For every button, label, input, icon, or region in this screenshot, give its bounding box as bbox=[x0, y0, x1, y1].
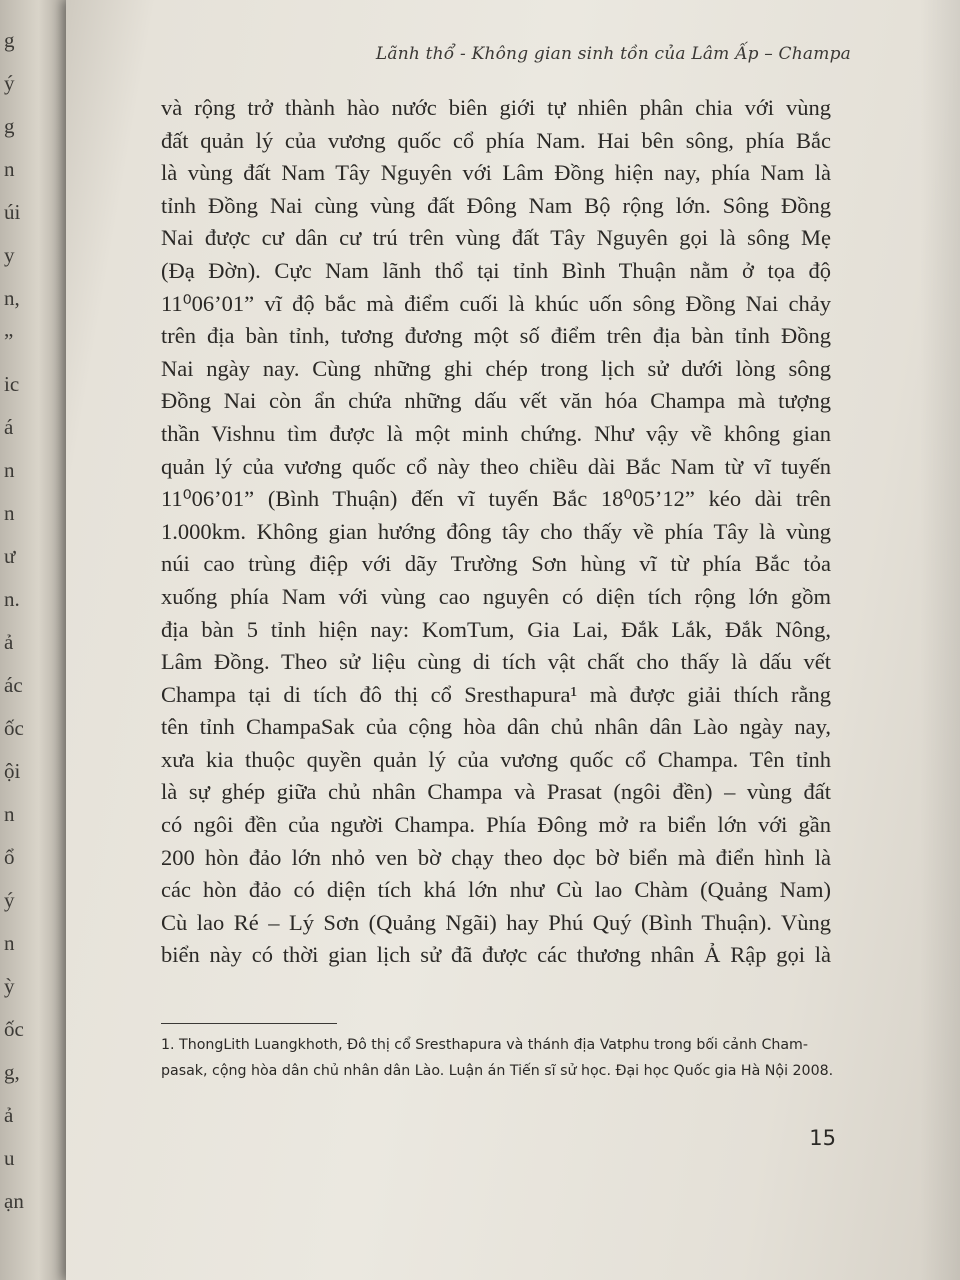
body-line: tỉnh Đồng Nai cùng vùng đất Đông Nam Bộ rộng lớn. Sông Đồng bbox=[161, 192, 831, 218]
left-page-text-fragment: n. bbox=[4, 587, 20, 611]
left-page-text-fragment: n bbox=[4, 157, 15, 181]
page-number: 15 bbox=[809, 1126, 836, 1150]
body-line: và rộng trở thành hào nước biên giới tự nhiên phân chia với vùng bbox=[161, 95, 831, 120]
body-line: quản lý của vương quốc cổ này theo chiều dài Bắc Nam từ vĩ tuyến bbox=[161, 453, 831, 479]
left-page-text-fragment: ốc bbox=[4, 716, 24, 740]
body-text bbox=[161, 92, 831, 972]
body-line: Champa tại di tích đô thị cổ Sresthapura¹ mà được giải thích rằng bbox=[161, 681, 831, 707]
body-line: 11⁰06’01” (Bình Thuận) đến vĩ tuyến Bắc 18⁰05’12” kéo dài trên bbox=[161, 486, 831, 512]
left-page-text-fragment: ội bbox=[4, 759, 21, 783]
body-line: các hòn đảo có diện tích khá lớn như Cù lao Chàm (Quảng Nam) bbox=[161, 877, 831, 903]
body-line: Nai được cư dân cư trú trên vùng đất Tây Nguyên gọi là sông Mẹ bbox=[161, 225, 831, 251]
body-line: Nai ngày nay. Cùng những ghi chép trong lịch sử dưới lòng sông bbox=[161, 355, 831, 381]
left-page-text-fragment: n bbox=[4, 931, 15, 955]
left-page-text-fragment: n bbox=[4, 802, 15, 826]
body-line: biển này có thời gian lịch sử đã được các thương nhân Ả Rập gọi là bbox=[161, 942, 831, 968]
body-line: tên tỉnh ChampaSak của cộng hòa dân chủ nhân dân Lào ngày nay, bbox=[161, 714, 831, 740]
left-page-text-fragment: n, bbox=[4, 286, 20, 310]
body-line: (Đạ Đờn). Cực Nam lãnh thổ tại tỉnh Bình Thuận nằm ở tọa độ bbox=[161, 257, 831, 283]
left-page-text-fragment: ả bbox=[4, 1103, 14, 1127]
left-page-text-fragment: ỳ bbox=[4, 974, 15, 998]
left-page-text-fragment: g, bbox=[4, 1060, 20, 1084]
left-page-text-fragment: ic bbox=[4, 372, 20, 396]
body-line: Cù lao Ré – Lý Sơn (Quảng Ngãi) hay Phú Quý (Bình Thuận). Vùng bbox=[161, 909, 831, 935]
left-page-text-fragment: ổ bbox=[4, 845, 15, 869]
body-line: có ngôi đền của người Champa. Phía Đông mở ra biển lớn với gần bbox=[161, 812, 831, 838]
left-page-text-fragment: g bbox=[4, 114, 15, 138]
left-page-text-fragment: ạn bbox=[4, 1189, 24, 1213]
body-line: đất quản lý của vương quốc cổ phía Nam. Hai bên sông, phía Bắc bbox=[161, 127, 831, 153]
left-page-text-fragment: n bbox=[4, 458, 15, 482]
left-page-text-fragment: g bbox=[4, 28, 15, 52]
body-line: 200 hòn đảo lớn nhỏ ven bờ chạy theo dọc bờ biển mà điển hình là bbox=[161, 844, 831, 870]
left-page-text-fragment: úi bbox=[4, 200, 21, 224]
left-page-text-fragment: ốc bbox=[4, 1017, 24, 1041]
body-line: địa bàn 5 tỉnh hiện nay: KomTum, Gia Lai, Đắk Lắk, Đắk Nông, bbox=[161, 616, 831, 642]
adjacent-left-page bbox=[0, 0, 70, 1280]
left-page-text-fragment: ý bbox=[4, 71, 15, 95]
body-line: núi cao trùng điệp với dãy Trường Sơn hùng vĩ từ phía Bắc tỏa bbox=[161, 551, 831, 577]
left-page-text-fragment: ả bbox=[4, 630, 14, 654]
left-page-text-fragment: ý bbox=[4, 888, 15, 912]
left-page-text-fragment: ác bbox=[4, 673, 23, 697]
left-page-text-fragment: y bbox=[4, 243, 15, 267]
body-line: Lâm Đồng. Theo sử liệu cùng di tích vật chất cho thấy là dấu vết bbox=[161, 649, 831, 675]
body-line: 11⁰06’01” vĩ độ bắc mà điểm cuối là khúc uốn sông Đồng Nai chảy bbox=[161, 290, 831, 316]
running-header: Lãnh thổ - Không gian sinh tồn của Lâm Ấp – Champa bbox=[375, 44, 851, 64]
footnote bbox=[161, 1032, 841, 1084]
body-line: xưa kia thuộc quyền quản lý của vương quốc cổ Champa. Tên tỉnh bbox=[161, 746, 831, 772]
footnote-divider bbox=[161, 1023, 337, 1024]
body-line: xuống phía Nam với vùng cao nguyên có diện tích rộng lớn gồm bbox=[161, 583, 831, 609]
left-page-text-fragment: u bbox=[4, 1146, 15, 1170]
body-line: Đồng Nai còn ẩn chứa những dấu vết văn hóa Champa mà tượng bbox=[161, 388, 831, 414]
left-page-text-fragment: ” bbox=[4, 329, 14, 353]
left-page-text-fragment: n bbox=[4, 501, 15, 525]
left-page-text-fragment: ư bbox=[4, 544, 16, 568]
footnote-line: 1. ThongLith Luangkhoth, Đô thị cổ Sresthapura và thánh địa Vatphu trong bối cảnh Cham- bbox=[161, 1037, 808, 1053]
footnote-line: pasak, cộng hòa dân chủ nhân dân Lào. Luận án Tiến sĩ sử học. Đại học Quốc gia Hà Nội 2008. bbox=[161, 1063, 834, 1079]
body-line: là vùng đất Nam Tây Nguyên với Lâm Đồng hiện nay, phía Nam là bbox=[161, 160, 831, 186]
body-line: 1.000km. Không gian hướng đông tây cho thấy về phía Tây là vùng bbox=[161, 518, 831, 544]
body-line: là sự ghép giữa chủ nhân Champa và Prasat (ngôi đền) – vùng đất bbox=[161, 779, 831, 805]
page-edge-shadow bbox=[920, 0, 960, 1280]
left-page-text-fragment: á bbox=[4, 415, 14, 439]
body-line: trên địa bàn tỉnh, tương đương một số điểm trên địa bàn tỉnh Đồng bbox=[161, 323, 831, 349]
book-page bbox=[66, 0, 960, 1280]
body-line: thần Vishnu tìm được là một minh chứng. Như vậy về không gian bbox=[161, 420, 831, 446]
